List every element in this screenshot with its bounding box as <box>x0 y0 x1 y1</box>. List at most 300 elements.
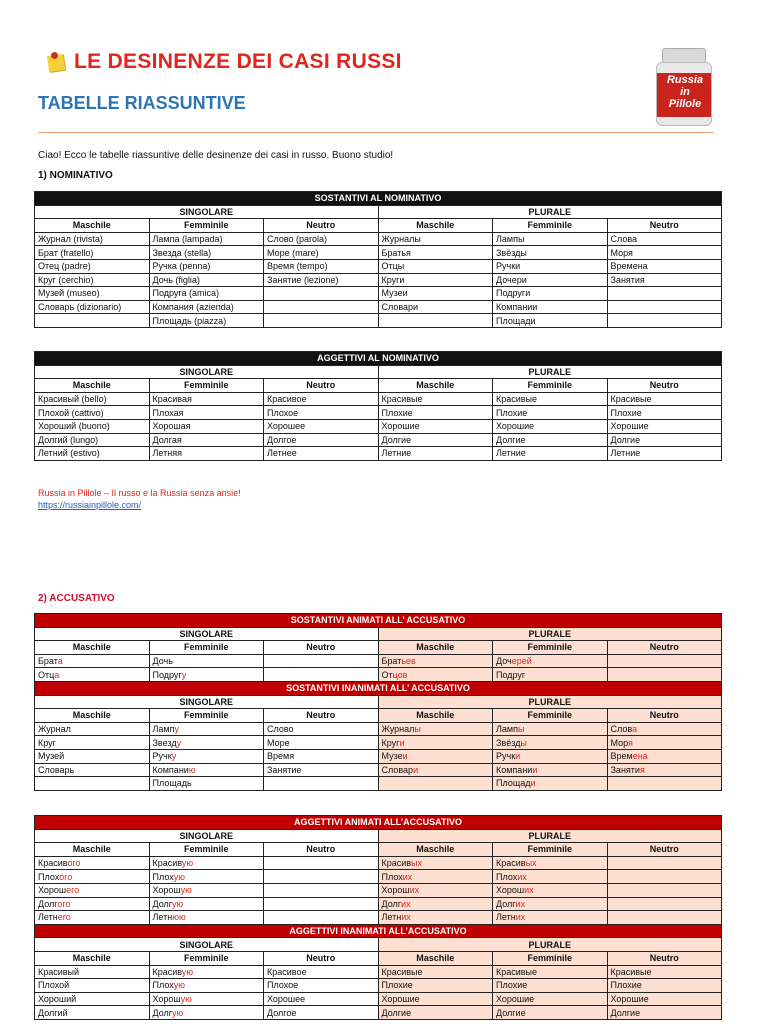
table-cell: Слово <box>264 722 379 736</box>
gender-header-row <box>35 219 722 233</box>
table-cell: Море <box>264 736 379 750</box>
table-cell: Круг <box>35 736 150 750</box>
table-cell: Словари <box>378 763 493 777</box>
case-ending: ую <box>180 885 192 896</box>
case-ending: и <box>399 737 405 748</box>
table-cell: Летний (estivo) <box>35 447 150 461</box>
case-ending: ы <box>517 724 525 735</box>
table-cell: Отец (padre) <box>35 259 150 273</box>
table-cell: Журнал <box>35 722 150 736</box>
table-title-row <box>35 614 722 628</box>
case-ending: его <box>66 885 80 896</box>
table-cell <box>264 287 379 301</box>
case-ending: а <box>632 724 638 735</box>
table-cell: Хороший <box>35 992 150 1006</box>
table-cell: Музеи <box>378 287 493 301</box>
table-row <box>35 911 722 925</box>
case-ending: я <box>639 764 645 775</box>
table-cell <box>607 314 722 328</box>
table-row <box>35 232 722 246</box>
table-row <box>35 668 722 682</box>
gender-header: Maschile <box>378 219 493 233</box>
table-cell: Море (mare) <box>264 246 379 260</box>
table-cell: Красивая <box>149 392 264 406</box>
table-cell: Долгого <box>35 897 150 911</box>
group-singolare: SINGOLARE <box>35 695 379 709</box>
table-cell: Плохой (cattivo) <box>35 406 150 420</box>
table-title: AGGETTIVI INANIMATI ALL’ACCUSATIVO <box>35 924 722 938</box>
table-row <box>35 763 722 777</box>
table-row <box>35 992 722 1006</box>
table-cell: Хорошие <box>378 419 493 433</box>
table-cell <box>264 654 379 668</box>
table-cell <box>264 870 379 884</box>
table-cell: Плохих <box>493 870 608 884</box>
table-row <box>35 777 722 791</box>
table-cell: Братьев <box>378 654 493 668</box>
gender-header: Neutro <box>607 843 722 857</box>
gender-header: Neutro <box>264 379 379 393</box>
table-cell: Звёзды <box>493 736 608 750</box>
table-cell: Занятия <box>607 273 722 287</box>
group-plurale: PLURALE <box>378 695 722 709</box>
gender-header: Maschile <box>378 843 493 857</box>
case-ending: а <box>54 669 60 680</box>
gender-header: Maschile <box>35 641 150 655</box>
gender-header: Neutro <box>264 951 379 965</box>
table-cell: Слова <box>607 722 722 736</box>
case-ending: их <box>515 898 526 909</box>
gender-header: Femminile <box>149 219 264 233</box>
table-row <box>35 722 722 736</box>
case-ending: ого <box>57 898 71 909</box>
table-cell: Плохую <box>149 870 264 884</box>
table-cell: Долгое <box>264 1006 379 1020</box>
table-cell: Отца <box>35 668 150 682</box>
table-cell <box>264 300 379 314</box>
case-ending: у <box>174 724 179 735</box>
table-cell: Отцов <box>378 668 493 682</box>
table-cell: Брата <box>35 654 150 668</box>
table-cell: Площадь <box>149 777 264 791</box>
table-cell: Ручка (penna) <box>149 259 264 273</box>
table-row <box>35 419 722 433</box>
promo-text: Russia in Pillole – Il russo e la Russia senza ansie! <box>38 488 241 498</box>
section-heading-nominativo: 1) NOMINATIVO <box>38 170 113 181</box>
gender-header: Maschile <box>35 379 150 393</box>
table-cell: Летнего <box>35 911 150 925</box>
case-ending: у <box>171 751 177 762</box>
table-cell: Журналы <box>378 232 493 246</box>
case-ending: юю <box>172 912 186 923</box>
table-row <box>35 979 722 993</box>
table-row <box>35 965 722 979</box>
table-cell: Хорошие <box>493 419 608 433</box>
sticky-note-icon <box>46 52 66 72</box>
case-ending: ую <box>173 980 185 991</box>
table-cell: Словарь (dizionario) <box>35 300 150 314</box>
table-cell: Круги <box>378 273 493 287</box>
table-cell: Подруги <box>493 287 608 301</box>
header-divider <box>38 132 714 133</box>
table-cell: Долгие <box>493 433 608 447</box>
gender-header: Maschile <box>35 219 150 233</box>
table-row <box>35 1006 722 1020</box>
table-cell: Летних <box>493 911 608 925</box>
group-header-row <box>35 365 722 379</box>
table-cell: Хорошие <box>607 419 722 433</box>
table-cell: Хорошие <box>493 992 608 1006</box>
gender-header: Neutro <box>264 843 379 857</box>
table-cell: Музей <box>35 749 150 763</box>
table-accusativo-aggettivi <box>34 815 722 1020</box>
gender-header: Femminile <box>149 379 264 393</box>
russia-in-pillole-logo <box>648 48 720 126</box>
table-cell: Красивую <box>149 856 264 870</box>
table-cell: Хорошие <box>607 992 722 1006</box>
table-cell <box>264 777 379 791</box>
gender-header: Maschile <box>378 709 493 723</box>
table-cell: Круги <box>378 736 493 750</box>
table-cell: Компании <box>493 763 608 777</box>
table-cell: Долгие <box>607 1006 722 1020</box>
table-sostantivi-nominativo <box>34 191 722 328</box>
gender-header: Femminile <box>493 641 608 655</box>
table-cell: Занятие (lezione) <box>264 273 379 287</box>
table-title: SOSTANTIVI INANIMATI ALL’ ACCUSATIVO <box>35 681 722 695</box>
case-ending: его <box>57 912 71 923</box>
gender-header: Femminile <box>493 379 608 393</box>
gender-header: Femminile <box>493 219 608 233</box>
case-ending: ых <box>525 858 537 869</box>
case-ending: и <box>532 764 538 775</box>
table-row <box>35 392 722 406</box>
table-cell <box>607 300 722 314</box>
table-cell: Летние <box>607 447 722 461</box>
case-ending: у <box>181 669 187 680</box>
table-cell: Времена <box>607 259 722 273</box>
table-cell: Долгих <box>493 897 608 911</box>
table-aggettivi-nominativo <box>34 351 722 461</box>
gender-header: Neutro <box>607 951 722 965</box>
group-plurale: PLURALE <box>378 938 722 952</box>
gender-header: Femminile <box>493 709 608 723</box>
table-cell <box>607 777 722 791</box>
group-header-row <box>35 627 722 641</box>
gender-header: Maschile <box>378 379 493 393</box>
table-row <box>35 259 722 273</box>
table-cell: Круг (cerchio) <box>35 273 150 287</box>
table-title: SOSTANTIVI ANIMATI ALL’ ACCUSATIVO <box>35 614 722 628</box>
table-cell: Слова <box>607 232 722 246</box>
table-cell: Плохие <box>378 979 493 993</box>
table-cell <box>378 314 493 328</box>
table-row <box>35 246 722 260</box>
table-row <box>35 287 722 301</box>
table-cell <box>264 314 379 328</box>
group-singolare: SINGOLARE <box>35 627 379 641</box>
table-accusativo-sostantivi <box>34 613 722 791</box>
table-cell: Плохая <box>149 406 264 420</box>
table-cell <box>264 883 379 897</box>
website-link[interactable]: https://russiainpillole.com/ <box>38 500 142 510</box>
gender-header: Neutro <box>264 709 379 723</box>
table-cell: Компанию <box>149 763 264 777</box>
table-cell: Словари <box>378 300 493 314</box>
table-cell: Красивое <box>264 965 379 979</box>
table-cell <box>607 668 722 682</box>
group-plurale: PLURALE <box>378 627 722 641</box>
table-cell: Журналы <box>378 722 493 736</box>
table-cell: Плохое <box>264 979 379 993</box>
table-cell: Лампа (lampada) <box>149 232 264 246</box>
table-cell: Подруга (amica) <box>149 287 264 301</box>
table-cell: Площадь (piazza) <box>149 314 264 328</box>
table-cell: Моря <box>607 246 722 260</box>
table-cell: Красивый <box>35 965 150 979</box>
gender-header: Femminile <box>149 951 264 965</box>
table-cell: Плохие <box>493 406 608 420</box>
case-ending: их <box>524 885 534 896</box>
table-cell: Звезду <box>149 736 264 750</box>
gender-header: Femminile <box>149 709 264 723</box>
table-title: AGGETTIVI AL NOMINATIVO <box>35 352 722 366</box>
table-cell: Красивых <box>378 856 493 870</box>
case-ending: ую <box>181 966 194 977</box>
table-row <box>35 447 722 461</box>
case-ending: ых <box>411 858 423 869</box>
table-cell: Долгую <box>149 1006 264 1020</box>
table-cell: Плохие <box>493 979 608 993</box>
table-cell <box>607 883 722 897</box>
table-cell: Компания (azienda) <box>149 300 264 314</box>
table-cell: Плохие <box>607 979 722 993</box>
table-cell: Долгая <box>149 433 264 447</box>
table-cell <box>264 668 379 682</box>
table-cell: Красивого <box>35 856 150 870</box>
table-cell: Компании <box>493 300 608 314</box>
table-cell: Летнюю <box>149 911 264 925</box>
table-row <box>35 654 722 668</box>
group-plurale: PLURALE <box>378 829 722 843</box>
table-row <box>35 870 722 884</box>
table-cell: Долгих <box>378 897 493 911</box>
table-cell: Дочь (figlia) <box>149 273 264 287</box>
table-cell: Подругу <box>149 668 264 682</box>
table-row <box>35 300 722 314</box>
case-ending: и <box>413 764 419 775</box>
title-row <box>46 50 402 74</box>
group-plurale: PLURALE <box>378 365 722 379</box>
table-cell: Долгие <box>607 433 722 447</box>
gender-header: Femminile <box>493 951 608 965</box>
table-cell: Плохую <box>149 979 264 993</box>
gender-header: Neutro <box>607 709 722 723</box>
group-singolare: SINGOLARE <box>35 365 379 379</box>
case-ending: я <box>628 737 633 748</box>
table-cell: Летние <box>378 447 493 461</box>
table-cell: Плохие <box>607 406 722 420</box>
gender-header: Neutro <box>264 219 379 233</box>
case-ending: ьев <box>401 656 416 667</box>
table-cell: Красивые <box>378 392 493 406</box>
table-cell: Музей (museo) <box>35 287 150 301</box>
table-cell: Плохой <box>35 979 150 993</box>
table-row <box>35 406 722 420</box>
case-ending: ую <box>173 871 185 882</box>
table-cell: Долгую <box>149 897 264 911</box>
table-cell: Брат (fratello) <box>35 246 150 260</box>
table-cell: Музеи <box>378 749 493 763</box>
group-singolare: SINGOLARE <box>35 205 379 219</box>
table-row <box>35 736 722 750</box>
gender-header: Neutro <box>607 379 722 393</box>
case-ending: ена <box>632 751 648 762</box>
table-cell: Хорошее <box>264 992 379 1006</box>
table-cell: Летняя <box>149 447 264 461</box>
table-cell: Хороших <box>493 883 608 897</box>
gender-header: Maschile <box>35 951 150 965</box>
case-ending: их <box>515 912 526 923</box>
group-plurale: PLURALE <box>378 205 722 219</box>
table-cell: Летнее <box>264 447 379 461</box>
table-cell: Летних <box>378 911 493 925</box>
gender-header: Maschile <box>378 641 493 655</box>
gender-header: Femminile <box>493 843 608 857</box>
table-cell <box>35 777 150 791</box>
gender-header-row <box>35 843 722 857</box>
table-cell <box>607 287 722 301</box>
table-row <box>35 749 722 763</box>
table-cell: Плохие <box>378 406 493 420</box>
table-cell: Хорошего <box>35 883 150 897</box>
table-cell: Лампы <box>493 722 608 736</box>
gender-header: Neutro <box>607 641 722 655</box>
table-cell: Хорошую <box>149 992 264 1006</box>
group-singolare: SINGOLARE <box>35 829 379 843</box>
table-row <box>35 433 722 447</box>
table-cell: Долгий (lungo) <box>35 433 150 447</box>
table-cell: Долгие <box>493 1006 608 1020</box>
section-heading-accusativo: 2) ACCUSATIVO <box>38 593 115 604</box>
gender-header: Neutro <box>607 219 722 233</box>
gender-header-row <box>35 379 722 393</box>
table-cell <box>607 911 722 925</box>
case-ending: ерей <box>511 656 532 667</box>
case-ending: ую <box>172 898 184 909</box>
case-ending: ую <box>181 858 194 869</box>
gender-header: Maschile <box>35 709 150 723</box>
table-cell <box>607 897 722 911</box>
case-ending: а <box>57 656 63 667</box>
case-ending: цов <box>392 669 408 680</box>
case-ending: их <box>517 871 527 882</box>
case-ending: ого <box>59 871 73 882</box>
table-title: SOSTANTIVI AL NOMINATIVO <box>35 192 722 206</box>
table-title-row <box>35 681 722 695</box>
case-ending: и <box>515 751 521 762</box>
table-cell: Звезда (stella) <box>149 246 264 260</box>
table-row <box>35 883 722 897</box>
table-title: AGGETTIVI ANIMATI ALL’ACCUSATIVO <box>35 816 722 830</box>
gender-header-row <box>35 951 722 965</box>
table-cell: Дочерей <box>493 654 608 668</box>
table-cell: Ручки <box>493 259 608 273</box>
table-cell: Лампы <box>493 232 608 246</box>
table-cell <box>264 911 379 925</box>
table-cell: Красивое <box>264 392 379 406</box>
table-cell: Время (tempo) <box>264 259 379 273</box>
table-cell <box>607 870 722 884</box>
table-cell: Площади <box>493 777 608 791</box>
table-cell: Плохого <box>35 870 150 884</box>
table-cell: Красивую <box>149 965 264 979</box>
table-cell: Красивых <box>493 856 608 870</box>
table-cell: Летние <box>493 447 608 461</box>
table-cell: Времена <box>607 749 722 763</box>
table-row <box>35 897 722 911</box>
logo-text: Russia in Pillole <box>666 74 704 110</box>
case-ending: ы <box>414 724 421 735</box>
table-cell: Долгие <box>378 1006 493 1020</box>
case-ending: и <box>402 751 408 762</box>
table-cell <box>607 654 722 668</box>
table-cell <box>264 897 379 911</box>
case-ending: ую <box>180 994 192 1005</box>
table-cell <box>378 777 493 791</box>
intro-text: Ciao! Ecco le tabelle riassuntive delle desinenze dei casi in russo. Buono studio! <box>38 150 394 161</box>
table-cell <box>264 856 379 870</box>
gender-header-row <box>35 709 722 723</box>
table-cell: Хороших <box>378 883 493 897</box>
table-cell: Моря <box>607 736 722 750</box>
table-title-row <box>35 816 722 830</box>
gender-header-row <box>35 641 722 655</box>
table-cell: Занятия <box>607 763 722 777</box>
case-ending: у <box>176 737 182 748</box>
table-cell: Хороший (buono) <box>35 419 150 433</box>
group-header-row <box>35 938 722 952</box>
case-ending: ы <box>520 737 527 748</box>
case-ending: их <box>401 898 411 909</box>
case-ending: их <box>409 885 420 896</box>
group-singolare: SINGOLARE <box>35 938 379 952</box>
table-cell: Словарь <box>35 763 150 777</box>
case-ending: ую <box>172 1007 184 1018</box>
table-cell: Красивые <box>607 392 722 406</box>
document-title: LE DESINENZE DEI CASI RUSSI <box>74 50 402 73</box>
table-cell: Время <box>264 749 379 763</box>
header <box>0 0 768 140</box>
group-header-row <box>35 205 722 219</box>
table-cell: Площади <box>493 314 608 328</box>
table-title-row <box>35 924 722 938</box>
gender-header: Femminile <box>149 641 264 655</box>
case-ending: их <box>402 871 413 882</box>
table-cell: Красивые <box>378 965 493 979</box>
table-cell: Красивый (bello) <box>35 392 150 406</box>
table-row <box>35 314 722 328</box>
table-cell: Отцы <box>378 259 493 273</box>
table-cell: Долгое <box>264 433 379 447</box>
table-cell: Красивые <box>493 965 608 979</box>
table-cell: Красивые <box>493 392 608 406</box>
table-cell: Звёзды <box>493 246 608 260</box>
table-cell: Долгие <box>378 433 493 447</box>
table-cell <box>35 314 150 328</box>
table-cell: Хорошая <box>149 419 264 433</box>
table-cell: Хорошую <box>149 883 264 897</box>
